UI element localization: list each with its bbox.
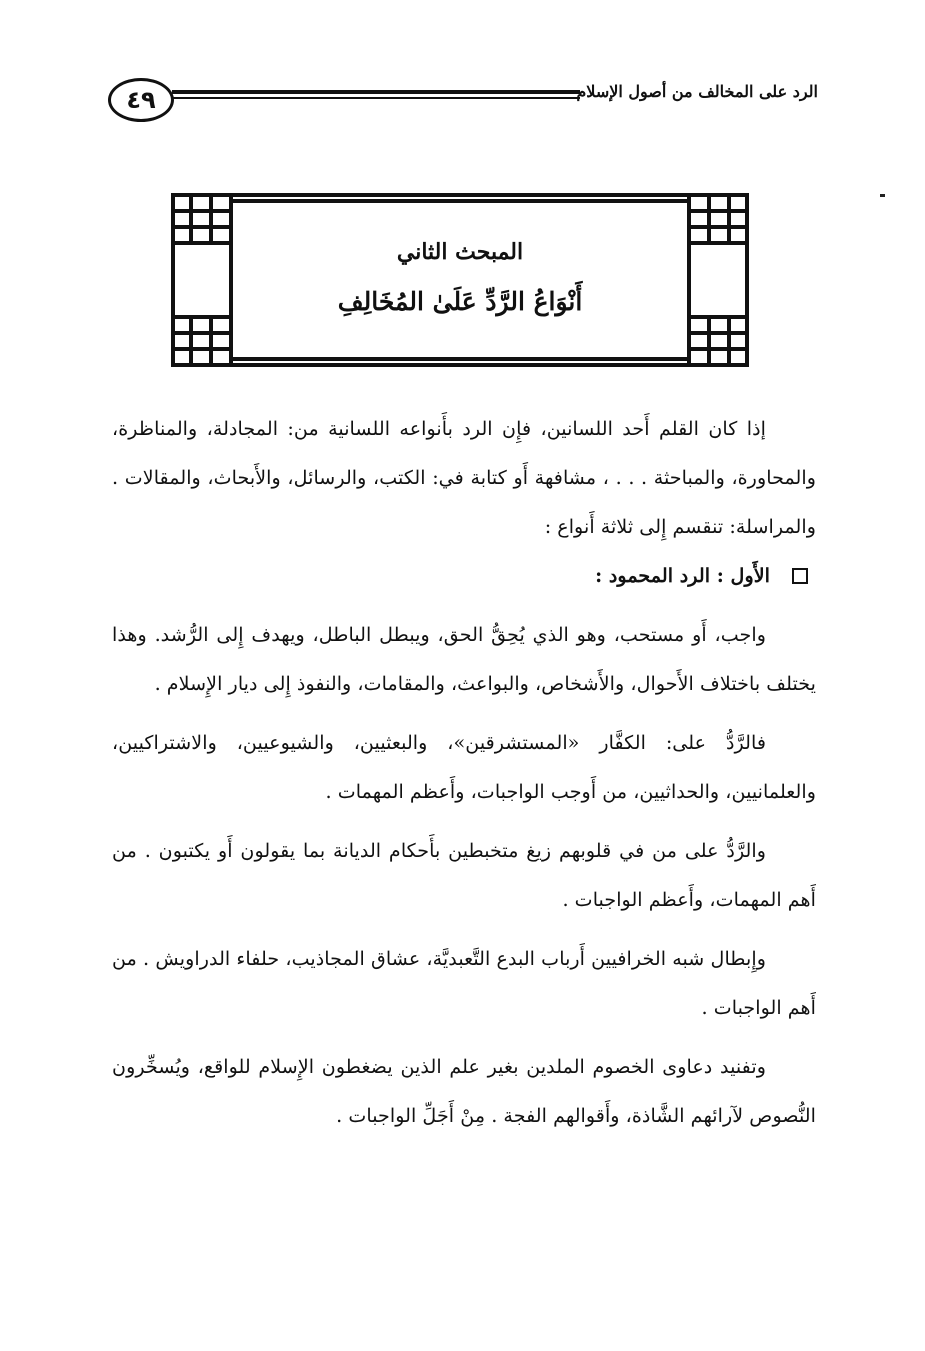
section-title: أَنْوَاعُ الرَّدِّ عَلَىٰ المُخَالِفِ	[337, 287, 583, 316]
paragraph-reply-disbelievers: فالرَّدُّ على: الكفَّار «المستشرقين»، والبعثيين، والشيوعيين، والاشتراكيين، والعلمانيين، والحداثيين، من أَوجب الواجبات، وأَعظم المهمات .	[112, 731, 816, 803]
first-type-label: الأَول : الرد المحمود :	[595, 564, 770, 587]
page-header	[100, 72, 822, 132]
body-text	[112, 404, 816, 1140]
page-number: ٤٩	[126, 86, 156, 114]
page-number-badge	[108, 78, 174, 122]
section-frame	[165, 187, 755, 373]
intro-paragraph: إذا كان القلم أَحد اللسانين، فإِن الرد بأَنواعه اللسانية من: المجادلة، والمناظرة، والمحاورة، والمباحثة . . . ، مشافهة أَو كتابة في: الكتب، والرسائل، والأَبحاث، والمقالات . والمراسلة: تنقسم إِلى ثلاثة أَنواع :	[112, 417, 816, 538]
paragraph-reply-deviants: والرَّدُّ على من في قلوبهم زيغ متخبطين بأَحكام الديانة بما يقولون أَو يكتبون . من أَهم المهمات، وأَعظم الواجبات .	[112, 839, 816, 911]
scan-speck	[880, 194, 885, 197]
paragraph-praised-reply: واجب، أَو مستحب، وهو الذي يُحِقُّ الحق، ويبطل الباطل، ويهدف إِلى الرُّشد. وهذا يختلف باختلاف الأَحوال، والأَشخاص، والبواعث، والمقامات، والنفوذ إِلى ديار الإِسلام .	[112, 623, 816, 695]
paragraph-refute-superstitions: وإِبطال شبه الخرافيين أَرباب البدع التَّعبديَّة، عشاق المجاذيب، حلفاء الدراويش . من أَهم الواجبات .	[112, 947, 816, 1019]
checkbox-bullet-icon	[792, 568, 808, 584]
header-rule-thick	[172, 90, 580, 94]
running-title: الرد على المخالف من أصول الإسلام	[576, 82, 818, 101]
header-rule	[172, 90, 580, 99]
header-rule-thin	[172, 97, 580, 99]
paragraph-refute-opponents: وتفنيد دعاوى الخصوم الملدين بغير علم الذين يضغطون الإِسلام للواقع، ويُسخِّرون النُّصوص لآرائهم الشَّاذة، وأَقوالهم الفجة . مِنْ أَجَلِّ الواجبات .	[112, 1055, 816, 1127]
ornamental-border-icon	[165, 187, 755, 373]
first-type-heading	[112, 551, 816, 600]
section-label: المبحث الثاني	[396, 239, 524, 265]
